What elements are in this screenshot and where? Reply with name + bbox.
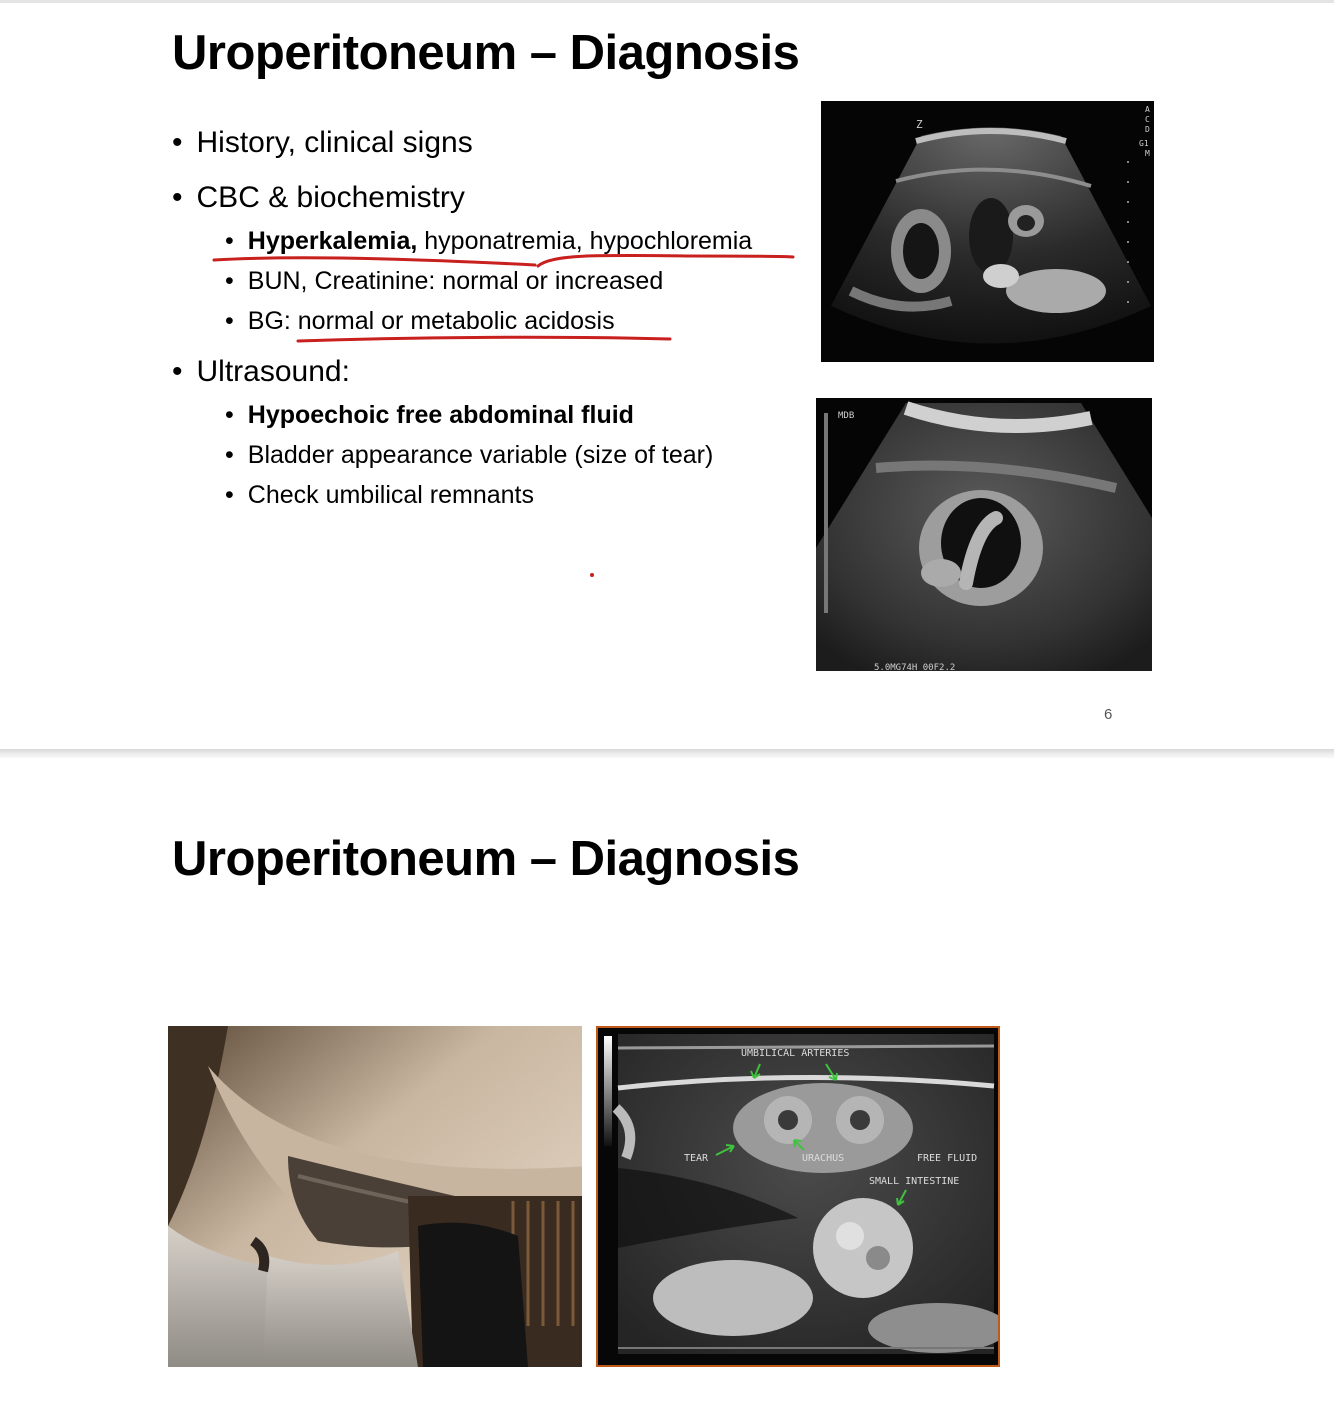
label-urachus: URACHUS [802,1153,845,1164]
bullet-history [172,128,473,158]
bg-text: BG: normal or metabolic acidosis [247,307,615,335]
bullet-dot: • [225,401,234,429]
foal-abdomen-photo [168,1026,582,1367]
bullet-dot: • [172,126,183,159]
bullet-dot: • [172,355,183,388]
label-small-intestine: SMALL INTESTINE [869,1176,960,1187]
bullet-text: CBC & biochemistry [196,181,465,214]
subbullet-bun [225,269,663,294]
umbilical-text: Check umbilical remnants [247,481,534,509]
stray-ink-dot [590,573,594,577]
subbullet-electrolytes [225,229,752,254]
side-label: C [1145,115,1150,124]
bullet-dot: • [225,307,234,335]
label-tear: TEAR [684,1153,709,1164]
slide-title: Uroperitoneum – Diagnosis [172,832,800,886]
side-label: A [1145,105,1150,114]
machine-settings: 5.0MG74H 00F2.2 [874,663,956,671]
underline-hypochloremia [538,255,793,266]
label-free-fluid: FREE FLUID [917,1153,978,1164]
label-umbilical-arteries: UMBILICAL ARTERIES [741,1048,850,1059]
underline-hyperkalemia [214,258,535,265]
bullet-ultrasound [172,357,350,387]
slide-7 [0,758,1334,1403]
subbullet-umbilical [225,483,534,508]
bullet-dot: • [172,181,183,214]
bullet-dot: • [225,441,234,469]
bladder-text: Bladder appearance variable (size of tear) [247,441,714,469]
slide-separator [0,749,1334,758]
bullet-dot: • [225,481,234,509]
fluid-text: Hypoechoic free abdominal fluid [247,401,634,429]
side-label: D [1145,125,1150,134]
probe-marker: Z [916,118,923,131]
bullet-cbc [172,183,465,213]
side-label: M [1145,149,1150,158]
hyperkalemia-text: Hyperkalemia, [247,227,418,255]
ultrasound-image-1 [821,101,1154,362]
slide-6 [0,3,1334,749]
subbullet-fluid [225,403,634,428]
slide-title: Uroperitoneum – Diagnosis [172,26,800,80]
ultrasound-image-2 [816,398,1152,671]
subbullet-bg [225,309,615,334]
underline-acidosis [298,337,670,341]
bullet-text: History, clinical signs [196,126,473,159]
electrolytes-text: hyponatremia, hypochloremia [417,227,753,255]
subbullet-bladder [225,443,713,468]
bun-text: BUN, Creatinine: normal or increased [247,267,664,295]
machine-label: MDB [838,411,855,421]
bullet-text: Ultrasound: [196,355,350,388]
labeled-ultrasound-image [596,1026,1000,1367]
side-label: G1 [1139,139,1149,148]
bullet-dot: • [225,267,234,295]
page-number: 6 [1104,706,1113,723]
bullet-dot: • [225,227,234,255]
